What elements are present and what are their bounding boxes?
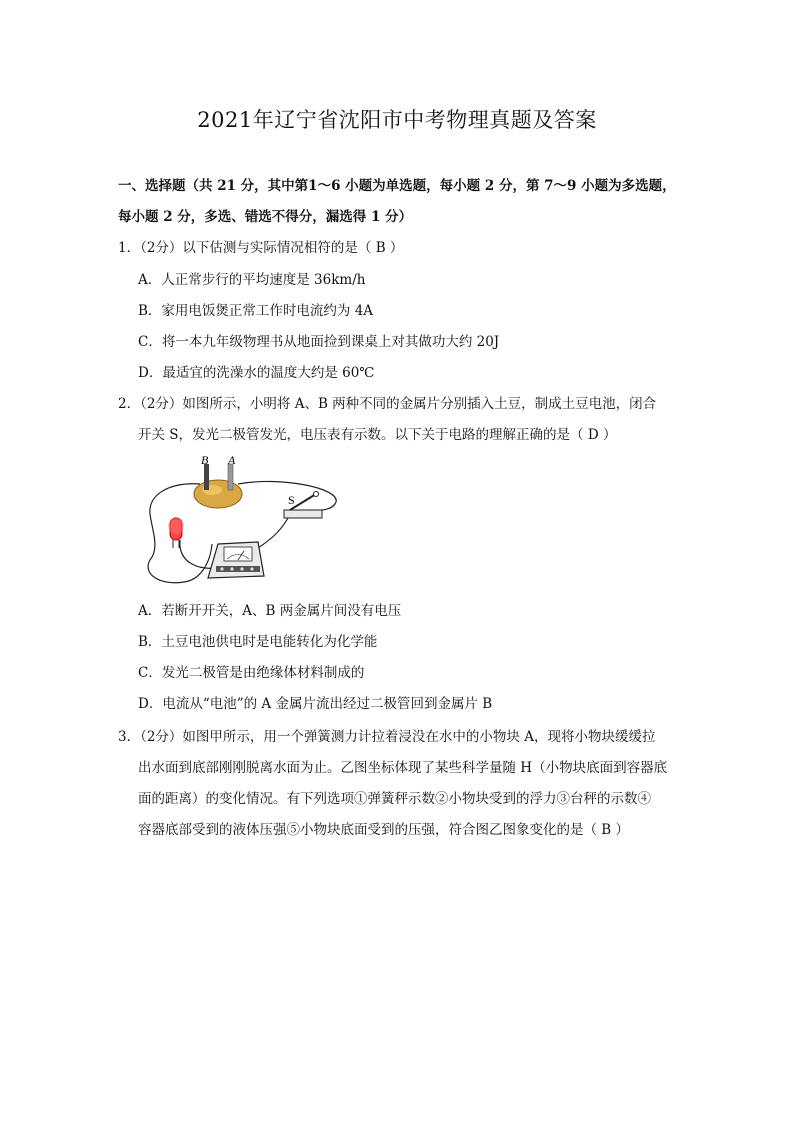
q1-option-c: C．将一本九年级物理书从地面捡到课桌上对其做功大约 20J <box>138 334 500 350</box>
q1-option-b: B．家用电饭煲正常工作时电流约为 4A <box>138 303 374 319</box>
q3-stem-line-2: 出水面到底部刚刚脱离水面为止。乙图坐标体现了某些科学量随 H（小物块底面到容器底 <box>138 760 668 776</box>
section-heading <box>118 171 698 233</box>
q3-stem-line-1: 3．（2分）如图甲所示，用一个弹簧测力计拉着浸没在水中的小物块 A，现将小物块缓缓拉 <box>118 729 656 745</box>
q2-option-b: B．土豆电池供电时是电能转化为化学能 <box>138 634 378 650</box>
q3-stem-line-3: 面的距离）的变化情况。有下列选项①弹簧秤示数②小物块受到的浮力③台秤的示数④ <box>138 791 651 807</box>
q3-stem-line-4: 容器底部受到的液体压强⑤小物块底面受到的压强，符合图乙图象变化的是（ B ） <box>138 822 630 838</box>
label-b: B <box>201 453 209 467</box>
section-heading-line-2: 每小题 2 分，多选、错选不得分，漏选得 1 分） <box>118 209 413 225</box>
voltmeter-dial <box>224 547 252 561</box>
metal-plate-b <box>204 464 209 490</box>
q2-option-a: A．若断开开关，A、B 两金属片间没有电压 <box>138 603 402 619</box>
metal-plate-a <box>228 464 233 490</box>
circuit-wire-switch-meter <box>258 518 288 548</box>
q1-option-d: D．最适宜的洗澡水的温度大约是 60℃ <box>138 365 375 381</box>
potato-battery-circuit-figure <box>140 452 360 592</box>
page-title: 2021年辽宁省沈阳市中考物理真题及答案 <box>197 108 597 132</box>
q2-stem-line-2: 开关 S，发光二极管发光，电压表有示数。以下关于电路的理解正确的是（ D ） <box>138 427 617 443</box>
q1-option-a: A．人正常步行的平均速度是 36km/h <box>138 272 366 288</box>
q1-stem: 1．（2分）以下估测与实际情况相符的是（ B ） <box>118 240 404 256</box>
q2-stem-line-1: 2．（2分）如图所示，小明将 A、B 两种不同的金属片分别插入土豆，制成土豆电池，闭合 <box>118 396 657 412</box>
q2-option-c: C．发光二极管是由绝缘体材料制成的 <box>138 665 365 681</box>
label-a: A <box>228 453 236 467</box>
section-heading-line-1: 一、选择题（共 21 分，其中第1～6 小题为单选题，每小题 2 分，第 7～9 小题为多选题， <box>118 178 676 194</box>
label-s: S <box>288 493 295 507</box>
q2-option-d: D．电流从“电池”的 A 金属片流出经过二极管回到金属片 B <box>138 696 493 712</box>
switch-base <box>284 510 322 518</box>
